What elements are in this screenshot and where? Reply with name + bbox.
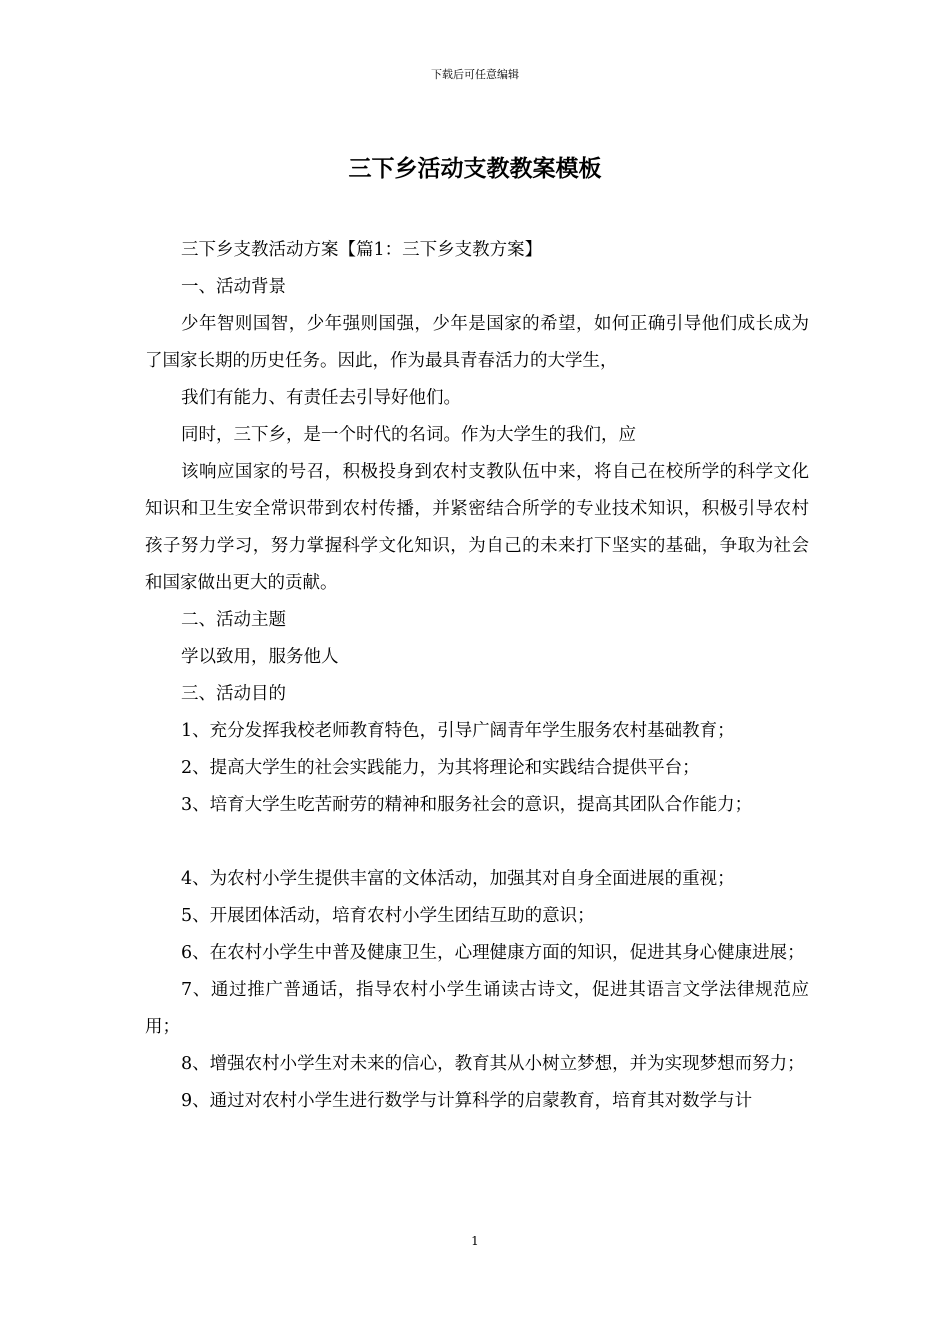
list-item-purpose-2: 2、提高大学生的社会实践能力，为其将理论和实践结合提供平台；	[181, 758, 700, 778]
paragraph-theme: 学以致用，服务他人	[181, 647, 339, 667]
list-item-purpose-3: 3、培育大学生吃苦耐劳的精神和服务社会的意识，提高其团队合作能力；	[181, 795, 753, 815]
paragraph-background-1: 少年智则国智，少年强则国强，少年是国家的希望，如何正确引导他们成长成为了国家长期的历史任务。因此，作为最具青春活力的大学生，	[145, 314, 809, 371]
list-item-purpose-9: 9、通过对农村小学生进行数学与计算科学的启蒙教育，培育其对数学与计	[181, 1091, 753, 1111]
list-item-purpose-7: 7、通过推广普通话，指导农村小学生诵读古诗文，促进其语言文学法律规范应用；	[145, 980, 809, 1037]
document-body	[145, 232, 809, 1120]
section-heading-background: 一、活动背景	[181, 277, 286, 297]
paragraph-plan-heading: 三下乡支教活动方案【篇1：三下乡支教方案】	[181, 240, 543, 260]
list-item-purpose-4: 4、为农村小学生提供丰富的文体活动，加强其对自身全面进展的重视；	[181, 869, 735, 889]
paragraph-background-3: 同时，三下乡，是一个时代的名词。作为大学生的我们，应	[181, 425, 636, 445]
list-item-purpose-5: 5、开展团体活动，培育农村小学生团结互助的意识；	[181, 906, 595, 926]
blank-line	[145, 824, 809, 861]
document-title: 三下乡活动支教教案模板	[348, 155, 602, 182]
page-header-note: 下载后可任意编辑	[431, 68, 519, 81]
paragraph-background-2: 我们有能力、有责任去引导好他们。	[181, 388, 461, 408]
paragraph-background-4: 该响应国家的号召，积极投身到农村支教队伍中来，将自己在校所学的科学文化知识和卫生安全常识带到农村传播，并紧密结合所学的专业技术知识，积极引导农村孩子努力学习，努力掌握科学文化知识，为自己的未来打下坚实的基础，争取为社会和国家做出更大的贡献。	[145, 462, 809, 593]
section-heading-theme: 二、活动主题	[181, 610, 286, 630]
page-number: 1	[471, 1234, 479, 1248]
section-heading-purpose: 三、活动目的	[181, 684, 286, 704]
list-item-purpose-6: 6、在农村小学生中普及健康卫生，心理健康方面的知识，促进其身心健康进展；	[181, 943, 805, 963]
list-item-purpose-1: 1、充分发挥我校老师教育特色，引导广阔青年学生服务农村基础教育；	[181, 721, 735, 741]
list-item-purpose-8: 8、增强农村小学生对未来的信心，教育其从小树立梦想，并为实现梦想而努力；	[181, 1054, 805, 1074]
